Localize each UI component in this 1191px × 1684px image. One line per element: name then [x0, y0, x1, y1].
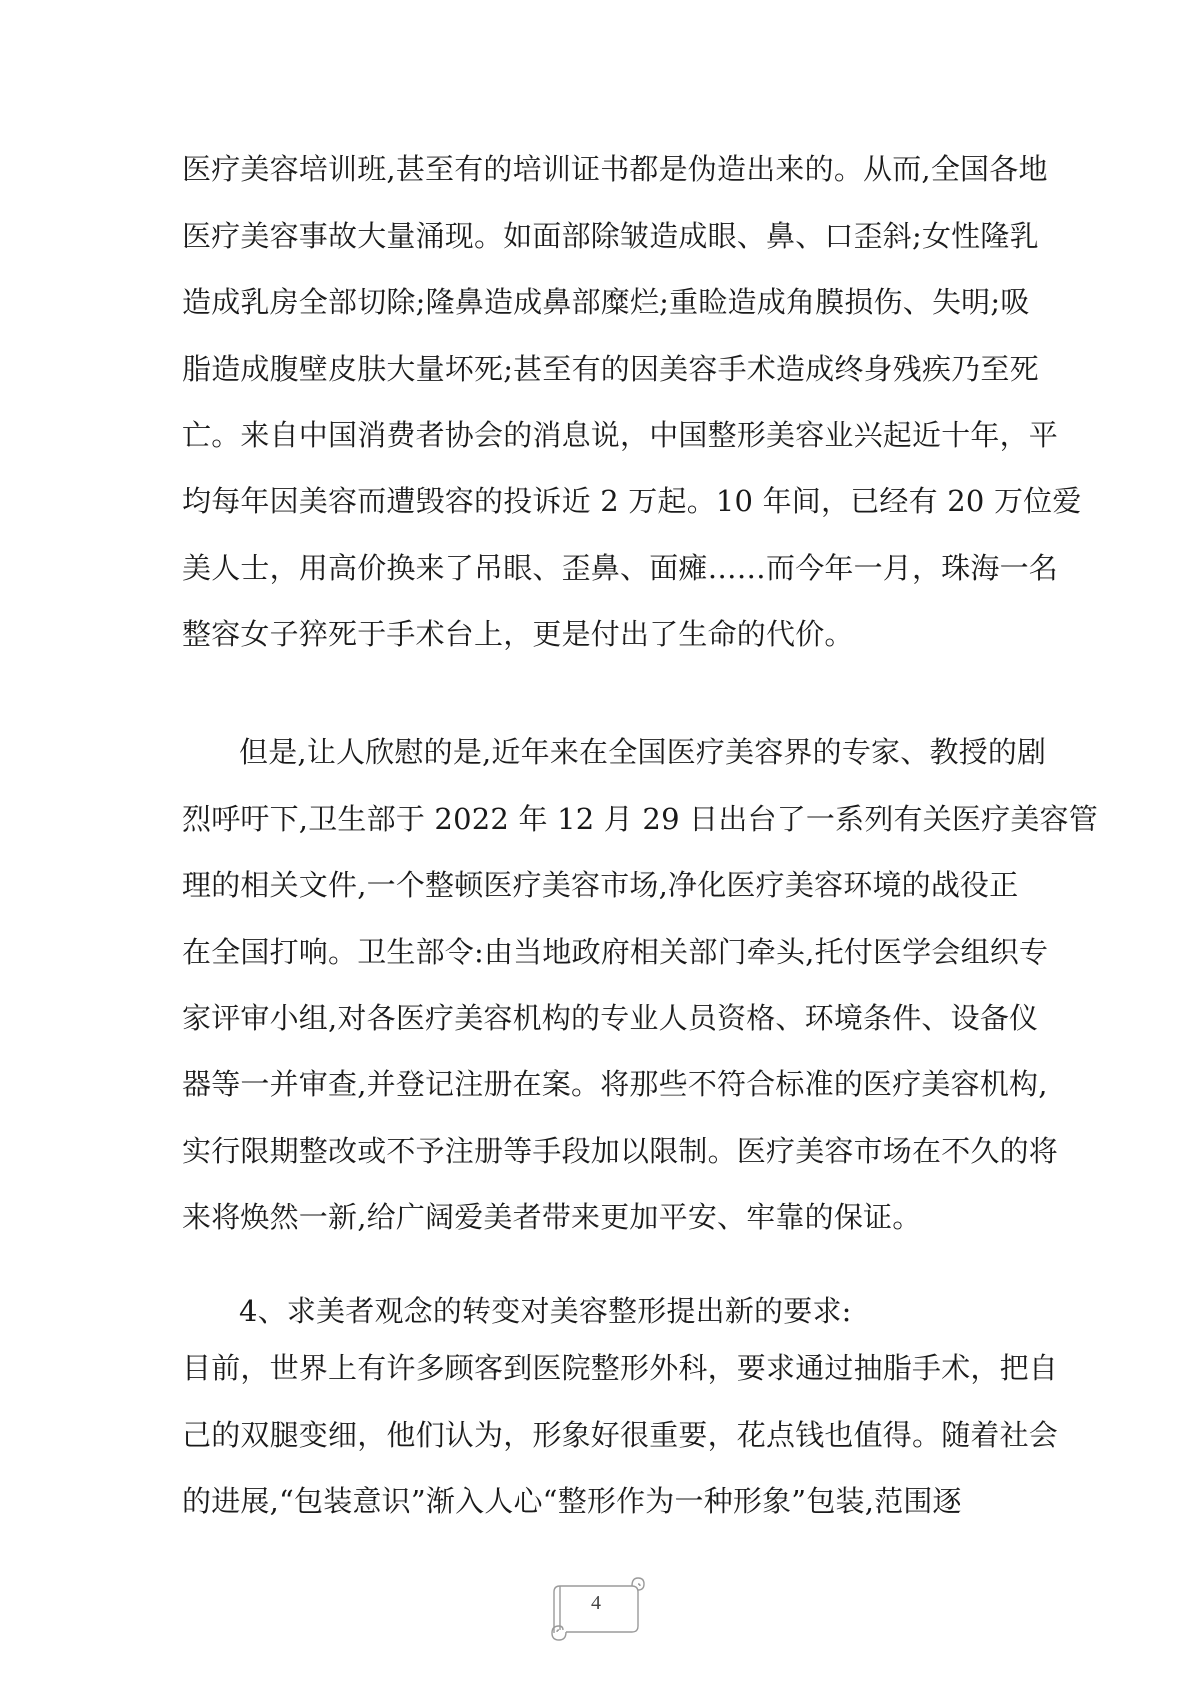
- text-line: 器等一并审查,并登记注册在案。将那些不符合标准的医疗美容机构,: [182, 1067, 1048, 1101]
- text-line: 亡。来自中国消费者协会的消息说，中国整形美容业兴起近十年，平: [182, 418, 1059, 452]
- text-line: 脂造成腹壁皮肤大量坏死;甚至有的因美容手术造成终身残疾乃至死: [182, 352, 1039, 386]
- section-heading: 4、求美者观念的转变对美容整形提出新的要求:: [239, 1294, 852, 1328]
- text-line: 但是,让人欣慰的是,近年来在全国医疗美容界的专家、教授的剧: [239, 735, 1047, 769]
- text-line: 造成乳房全部切除;隆鼻造成鼻部糜烂;重睑造成角膜损伤、失明;吸: [182, 285, 1030, 319]
- text-line: 理的相关文件,一个整顿医疗美容市场,净化医疗美容环境的战役正: [182, 868, 1019, 902]
- page-number: 4: [591, 1592, 601, 1614]
- text-line: 目前，世界上有许多顾客到医院整形外科，要求通过抽脂手术，把自: [182, 1351, 1059, 1385]
- text-line: 来将焕然一新,给广阔爱美者带来更加平安、牢靠的保证。: [182, 1200, 922, 1234]
- text-line: 整容女子猝死于手术台上，更是付出了生命的代价。: [182, 617, 854, 651]
- text-line: 家评审小组,对各医疗美容机构的专业人员资格、环境条件、设备仪: [182, 1001, 1039, 1035]
- page-footer: [546, 1574, 646, 1644]
- text-line: 均每年因美容而遭毁容的投诉近 2 万起。10 年间，已经有 20 万位爱: [182, 484, 1082, 518]
- text-line: 医疗美容培训班,甚至有的培训证书都是伪造出来的。从而,全国各地: [182, 152, 1048, 186]
- text-line: 实行限期整改或不予注册等手段加以限制。医疗美容市场在不久的将: [182, 1134, 1059, 1168]
- text-line: 在全国打响。卫生部令:由当地政府相关部门牵头,托付医学会组织专: [182, 935, 1049, 969]
- text-line: 烈呼吁下,卫生部于 2022 年 12 月 29 日出台了一系列有关医疗美容管: [182, 802, 1098, 836]
- text-line: 美人士，用高价换来了吊眼、歪鼻、面瘫……而今年一月，珠海一名: [182, 551, 1059, 585]
- text-line: 己的双腿变细，他们认为，形象好很重要，花点钱也值得。随着社会: [182, 1418, 1059, 1452]
- text-line: 的进展,“包装意识”渐入人心“整形作为一种形象”包装,范围逐: [182, 1484, 962, 1518]
- text-line: 医疗美容事故大量涌现。如面部除皱造成眼、鼻、口歪斜;女性隆乳: [182, 219, 1039, 253]
